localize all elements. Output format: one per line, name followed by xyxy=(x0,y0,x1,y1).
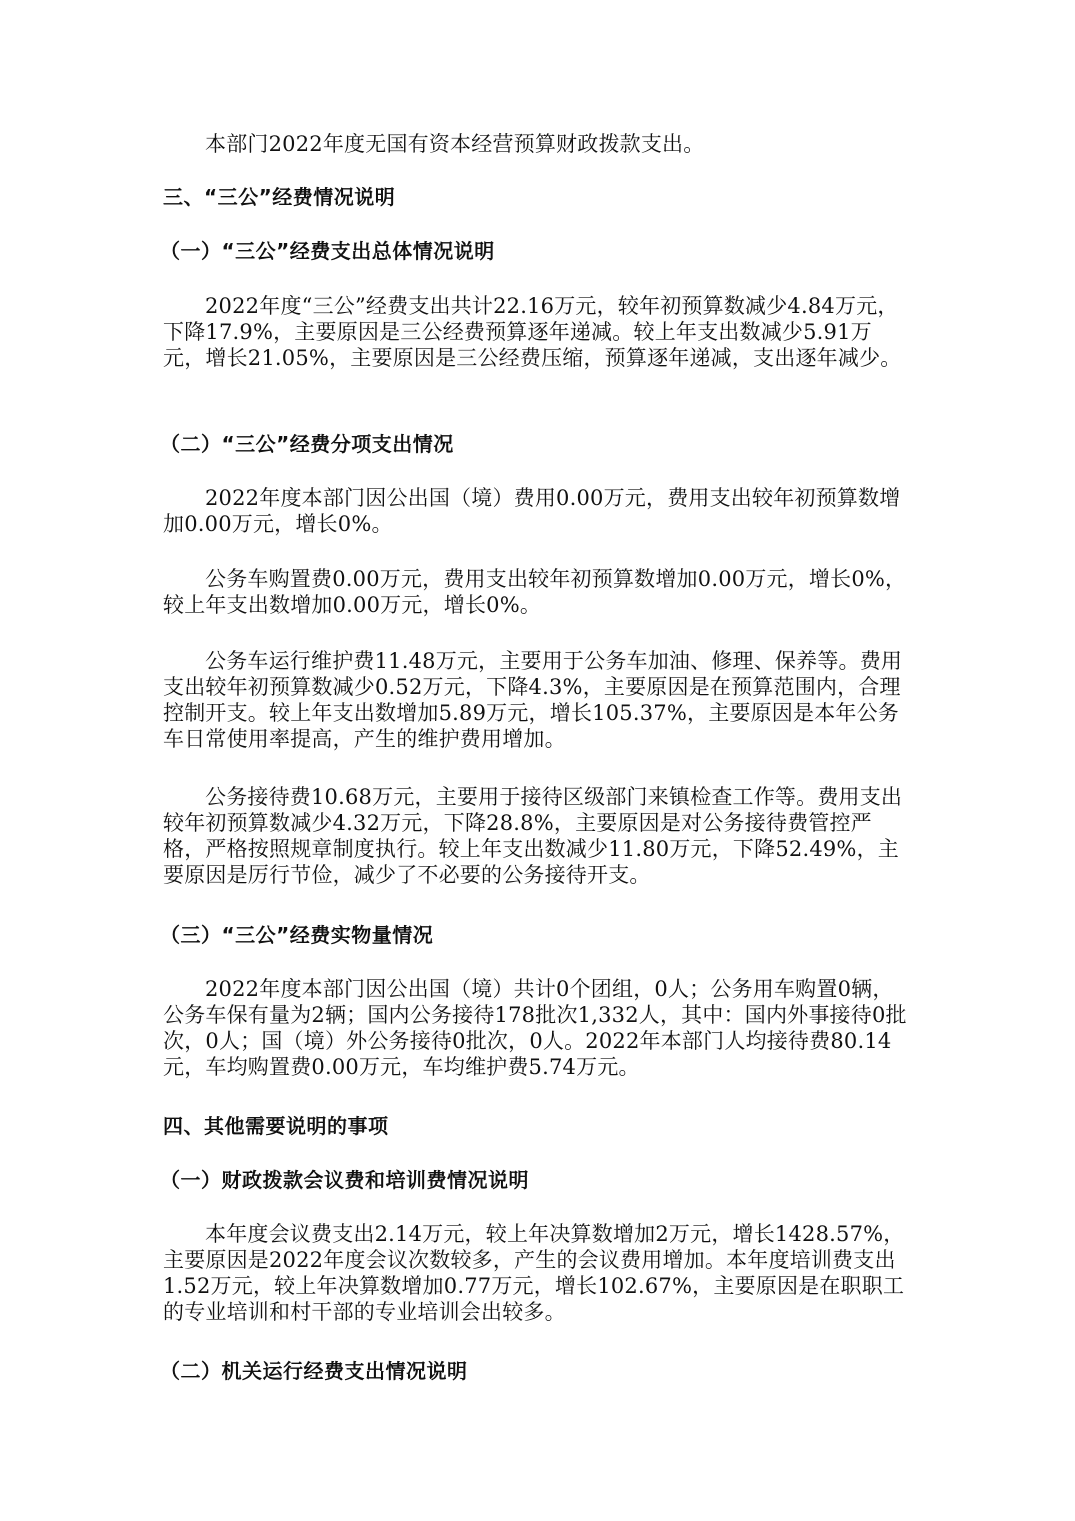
subsection-heading-physical: （三）“三公”经费实物量情况 xyxy=(160,923,434,947)
paragraph-overseas-travel: 2022年度本部门因公出国（境）费用0.00万元，费用支出较年初预算数增加0.00万元，增长0%。 xyxy=(163,486,901,536)
subsection-heading-meeting-training: （一）财政拨款会议费和培训费情况说明 xyxy=(160,1168,529,1192)
subsection-heading-itemized: （二）“三公”经费分项支出情况 xyxy=(160,432,454,456)
paragraph-vehicle-maintenance: 公务车运行维护费11.48万元，主要用于公务车加油、修理、保养等。费用支出较年初预算数减少0.52万元，下降4.3%，主要原因是在预算范围内，合理控制开支。较上年支出数增加5.89万元，增长105.37%，主要原因是本年公务车日常使用率提高，产生的维护费用增加。 xyxy=(163,649,903,751)
paragraph-physical-quantity: 2022年度本部门因公出国（境）共计0个团组，0人；公务用车购置0辆，公务车保有量为2辆；国内公务接待178批次1,332人，其中：国内外事接待0批次，0人；国（境）外公务接待0批次，0人。2022年本部门人均接待费80.14元，车均购置费0.00万元，车均维护费5.74万元。 xyxy=(163,977,907,1079)
paragraph-state-capital: 本部门2022年度无国有资本经营预算财政拨款支出。 xyxy=(205,132,705,156)
paragraph-overall-expenditure: 2022年度“三公”经费支出共计22.16万元，较年初预算数减少4.84万元，下降17.9%，主要原因是三公经费预算逐年递减。较上年支出数减少5.91万元，增长21.05%，主要原因是三公经费压缩，预算逐年递减，支出逐年减少。 xyxy=(163,294,902,370)
paragraph-vehicle-purchase: 公务车购置费0.00万元，费用支出较年初预算数增加0.00万元，增长0%，较上年支出数增加0.00万元，增长0%。 xyxy=(163,567,907,617)
subsection-heading-overall: （一）“三公”经费支出总体情况说明 xyxy=(160,239,495,263)
paragraph-meeting-training: 本年度会议费支出2.14万元，较上年决算数增加2万元，增长1428.57%，主要原因是2022年度会议次数较多，产生的会议费用增加。本年度培训费支出1.52万元，较上年决算数增加0.77万元，增长102.67%，主要原因是在职职工的专业培训和村干部的专业培训会出较多。 xyxy=(163,1222,905,1324)
paragraph-reception: 公务接待费10.68万元，主要用于接待区级部门来镇检查工作等。费用支出较年初预算数减少4.32万元，下降28.8%，主要原因是对公务接待费管控严格，严格按照规章制度执行。较上年支出数减少11.80万元，下降52.49%，主要原因是厉行节俭，减少了不必要的公务接待开支。 xyxy=(163,785,903,887)
section-heading-three-public: 三、“三公”经费情况说明 xyxy=(163,185,396,209)
section-heading-other-matters: 四、其他需要说明的事项 xyxy=(163,1114,389,1138)
subsection-heading-operating-costs: （二）机关运行经费支出情况说明 xyxy=(160,1359,468,1383)
